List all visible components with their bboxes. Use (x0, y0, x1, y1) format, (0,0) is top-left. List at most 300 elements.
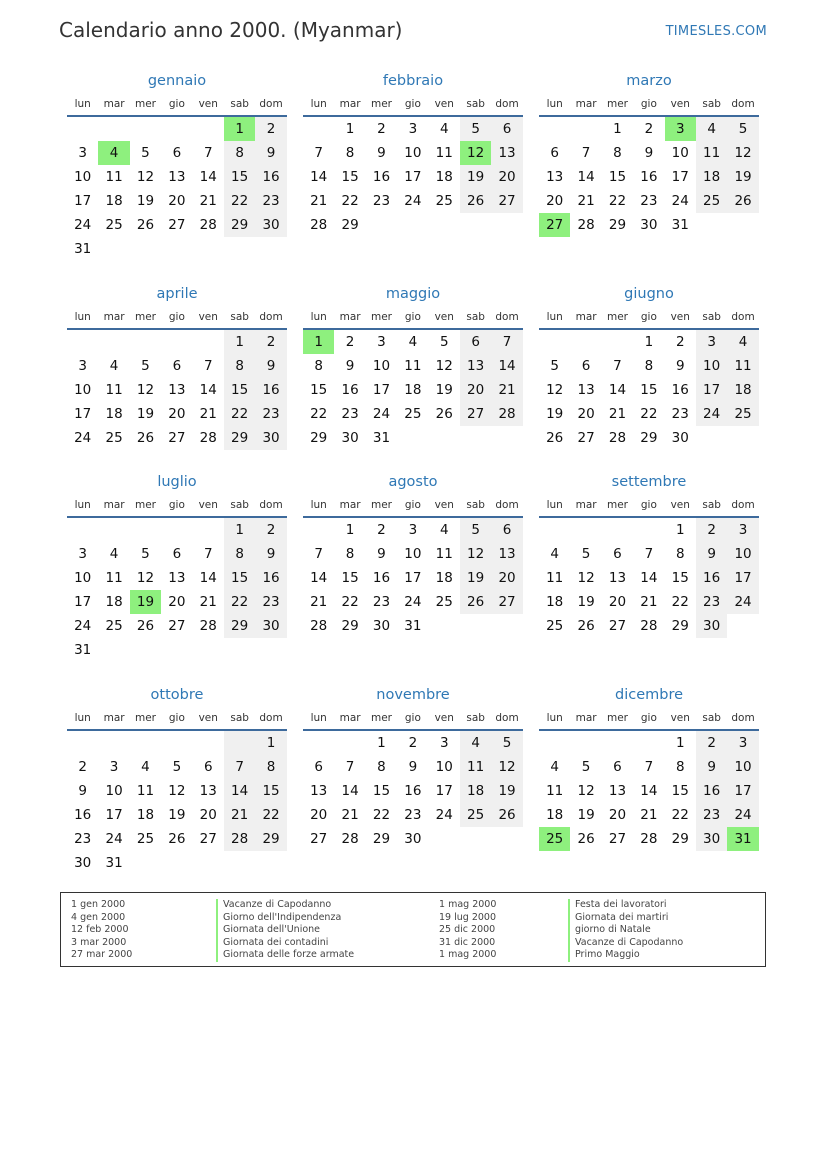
legend-holiday-name: giorno di Natale (568, 924, 683, 937)
day-cell: 13 (608, 570, 627, 586)
day-cell: 25 (727, 402, 758, 426)
weekday-label: lun (310, 712, 327, 724)
day-cell: 17 (404, 570, 422, 586)
day-cell: 29 (341, 217, 359, 233)
weekday-header (67, 495, 287, 518)
day-grid (67, 731, 287, 875)
day-cell: 9 (675, 358, 685, 374)
weekday-label: sab (702, 499, 721, 511)
day-cell: 10 (74, 570, 92, 586)
empty-day-cell (303, 518, 334, 542)
weekday-header (67, 307, 287, 330)
legend-date: 4 gen 2000 (71, 911, 126, 923)
day-cell: 24 (671, 193, 689, 209)
day-cell: 10 (671, 145, 689, 161)
brand-link[interactable]: TIMESLES.COM (665, 24, 767, 39)
day-cell: 29 (608, 217, 627, 233)
day-cell: 11 (546, 570, 564, 586)
legend-names-right (568, 899, 683, 962)
day-cell: 18 (435, 570, 453, 586)
legend-holiday-name: Vacanze di Capodanno (568, 937, 683, 950)
day-cell: 26 (460, 189, 491, 213)
empty-day-cell (224, 731, 255, 755)
weekday-label: dom (495, 712, 519, 724)
empty-day-cell (130, 731, 161, 755)
day-cell: 12 (136, 382, 155, 398)
day-cell: 13 (168, 570, 186, 586)
weekday-label: gio (640, 98, 657, 110)
day-cell: 29 (310, 430, 328, 446)
day-cell: 4 (141, 759, 150, 775)
day-cell: 30 (640, 217, 658, 233)
empty-day-cell (67, 117, 98, 141)
month-name: aprile (156, 286, 198, 302)
day-cell: 12 (136, 570, 155, 586)
day-cell: 13 (608, 783, 627, 799)
weekday-label: mar (575, 98, 597, 110)
day-cell: 20 (491, 566, 522, 590)
day-cell: 6 (314, 759, 323, 775)
day-cell: 28 (199, 618, 217, 634)
day-cell: 17 (727, 779, 758, 803)
day-cell: 22 (671, 594, 689, 610)
day-cell: 28 (199, 430, 217, 446)
weekday-label: gio (404, 311, 421, 323)
day-cell: 15 (255, 779, 286, 803)
day-cell: 16 (671, 382, 689, 398)
day-cell: 11 (105, 382, 123, 398)
day-cell: 21 (608, 406, 627, 422)
day-cell: 31 (74, 642, 92, 658)
weekday-label: sab (230, 98, 249, 110)
legend-date: 19 lug 2000 (439, 911, 496, 923)
day-cell: 8 (224, 542, 255, 566)
day-cell: 5 (141, 546, 150, 562)
empty-day-cell (193, 330, 224, 354)
day-cell: 27 (491, 590, 522, 614)
day-cell: 24 (404, 193, 422, 209)
day-cell: 18 (460, 779, 491, 803)
weekday-label: gio (640, 499, 657, 511)
day-cell: 21 (341, 807, 359, 823)
day-cell: 7 (345, 759, 355, 775)
day-cell: 28 (341, 831, 359, 847)
day-cell: 23 (255, 402, 286, 426)
legend-holiday-name: Giornata dell'Unione (216, 924, 354, 937)
day-cell: 13 (546, 169, 564, 185)
weekday-label: mer (606, 712, 628, 724)
day-cell: 31 (372, 430, 391, 446)
day-cell: 19 (577, 807, 595, 823)
weekday-label: gio (168, 98, 185, 110)
day-cell: 24 (74, 430, 92, 446)
day-cell: 19 (491, 779, 522, 803)
day-cell: 16 (404, 783, 422, 799)
day-cell: 25 (105, 217, 123, 233)
month-name: gennaio (147, 73, 207, 89)
month-name: ottobre (150, 687, 204, 703)
weekday-label: gio (168, 499, 185, 511)
day-cell: 12 (460, 542, 491, 566)
weekday-label: mer (134, 98, 156, 110)
weekday-label: lun (310, 499, 327, 511)
day-grid (539, 330, 759, 450)
day-cell: 30 (255, 426, 286, 450)
day-cell: 30 (404, 831, 422, 847)
day-cell: 17 (74, 406, 92, 422)
day-cell: 12 (577, 570, 595, 586)
day-cell: 10 (727, 542, 758, 566)
day-cell: 11 (460, 755, 491, 779)
day-cell: 21 (310, 193, 328, 209)
legend-date: 25 dic 2000 (439, 924, 496, 935)
day-cell: 24 (435, 807, 453, 823)
day-cell: 22 (224, 590, 255, 614)
weekday-label: mer (370, 499, 392, 511)
day-cell: 3 (696, 330, 727, 354)
weekday-label: dom (495, 98, 519, 110)
day-cell: 21 (640, 807, 658, 823)
day-cell: 20 (199, 807, 217, 823)
day-cell: 4 (696, 117, 727, 141)
month-novembre (303, 684, 523, 851)
empty-day-cell (570, 330, 601, 354)
empty-day-cell (67, 330, 98, 354)
day-cell: 30 (696, 827, 727, 851)
day-cell: 21 (199, 594, 217, 610)
day-cell: 6 (581, 358, 591, 374)
weekday-label: mar (339, 98, 361, 110)
legend-date: 1 gen 2000 (71, 899, 126, 910)
day-cell: 30 (671, 430, 689, 446)
day-cell: 20 (168, 193, 186, 209)
weekday-label: ven (434, 98, 454, 110)
weekday-label: gio (404, 98, 421, 110)
holiday-day-cell: 4 (98, 141, 129, 165)
day-cell: 4 (439, 522, 449, 538)
empty-day-cell (98, 518, 129, 542)
day-cell: 1 (224, 518, 255, 542)
empty-day-cell (539, 731, 570, 755)
weekday-label: ven (670, 499, 690, 511)
day-cell: 11 (696, 141, 727, 165)
day-cell: 28 (640, 618, 658, 634)
day-cell: 2 (696, 731, 727, 755)
day-cell: 19 (435, 382, 453, 398)
day-cell: 23 (372, 193, 391, 209)
day-cell: 31 (404, 618, 422, 634)
day-cell: 24 (696, 402, 727, 426)
day-cell: 28 (608, 430, 627, 446)
weekday-label: mar (103, 712, 125, 724)
empty-day-cell (193, 117, 224, 141)
weekday-label: dom (259, 499, 283, 511)
month-dicembre (539, 684, 759, 851)
day-cell: 23 (640, 193, 658, 209)
day-cell: 9 (696, 542, 727, 566)
day-cell: 3 (439, 735, 449, 751)
day-cell: 24 (372, 406, 391, 422)
legend-holiday-name: Festa dei lavoratori (568, 899, 683, 912)
day-cell: 8 (255, 755, 286, 779)
day-cell: 11 (105, 570, 123, 586)
empty-day-cell (570, 518, 601, 542)
legend-date: 12 feb 2000 (71, 924, 129, 935)
weekday-label: gio (404, 712, 421, 724)
weekday-label: sab (466, 712, 485, 724)
day-cell: 29 (224, 614, 255, 638)
day-cell: 22 (341, 594, 359, 610)
day-cell: 29 (224, 213, 255, 237)
day-cell: 2 (696, 518, 727, 542)
day-cell: 28 (640, 831, 658, 847)
day-cell: 22 (640, 406, 658, 422)
day-cell: 21 (577, 193, 595, 209)
weekday-label: dom (259, 712, 283, 724)
day-cell: 11 (105, 169, 123, 185)
day-cell: 25 (105, 430, 123, 446)
weekday-label: sab (702, 712, 721, 724)
weekday-label: ven (434, 499, 454, 511)
day-cell: 22 (608, 193, 627, 209)
day-cell: 2 (255, 518, 286, 542)
day-cell: 5 (172, 759, 182, 775)
day-cell: 26 (577, 618, 595, 634)
day-cell: 8 (644, 358, 654, 374)
day-cell: 29 (671, 831, 689, 847)
day-cell: 5 (581, 759, 591, 775)
day-cell: 4 (109, 358, 119, 374)
day-cell: 7 (314, 546, 323, 562)
weekday-label: dom (495, 311, 519, 323)
weekday-header (539, 94, 759, 117)
day-cell: 16 (372, 169, 391, 185)
day-cell: 17 (671, 169, 689, 185)
month-gennaio (67, 70, 287, 261)
weekday-label: lun (310, 98, 327, 110)
day-cell: 18 (696, 165, 727, 189)
day-cell: 9 (255, 141, 286, 165)
day-cell: 19 (546, 406, 564, 422)
empty-day-cell (161, 330, 192, 354)
day-cell: 10 (727, 755, 758, 779)
month-name: marzo (626, 73, 672, 89)
empty-day-cell (130, 518, 161, 542)
month-maggio (303, 283, 523, 450)
day-cell: 3 (377, 334, 386, 350)
day-cell: 25 (435, 594, 453, 610)
day-cell: 26 (577, 831, 595, 847)
day-cell: 11 (136, 783, 155, 799)
weekday-label: mar (103, 499, 125, 511)
empty-day-cell (161, 731, 192, 755)
weekday-label: ven (670, 98, 690, 110)
day-cell: 23 (255, 189, 286, 213)
day-grid (303, 731, 523, 851)
day-cell: 19 (460, 566, 491, 590)
empty-day-cell (602, 518, 633, 542)
day-cell: 14 (577, 169, 595, 185)
day-cell: 17 (74, 594, 92, 610)
day-cell: 17 (696, 378, 727, 402)
day-cell: 24 (105, 831, 123, 847)
day-cell: 14 (199, 169, 217, 185)
day-cell: 7 (203, 145, 213, 161)
day-cell: 14 (608, 382, 627, 398)
day-cell: 23 (341, 406, 359, 422)
day-cell: 3 (408, 522, 418, 538)
month-name: giugno (624, 286, 674, 302)
day-cell: 7 (203, 546, 213, 562)
weekday-label: dom (731, 499, 755, 511)
day-cell: 7 (314, 145, 323, 161)
holiday-day-cell: 19 (130, 590, 161, 614)
legend-date: 1 mag 2000 (439, 949, 497, 960)
weekday-label: ven (198, 712, 218, 724)
day-cell: 15 (671, 783, 689, 799)
day-cell: 9 (78, 783, 87, 799)
weekday-label: mer (370, 712, 392, 724)
day-cell: 28 (577, 217, 595, 233)
weekday-label: mer (606, 98, 628, 110)
legend-dates-left (71, 899, 132, 962)
day-cell: 10 (696, 354, 727, 378)
weekday-label: dom (731, 712, 755, 724)
day-cell: 2 (255, 330, 286, 354)
day-cell: 30 (74, 855, 92, 871)
day-cell: 26 (491, 803, 522, 827)
day-cell: 4 (439, 121, 449, 137)
weekday-label: sab (230, 311, 249, 323)
day-cell: 25 (696, 189, 727, 213)
empty-day-cell (539, 518, 570, 542)
day-cell: 12 (727, 141, 758, 165)
legend-holiday-name: Primo Maggio (568, 949, 683, 962)
day-cell: 18 (404, 382, 422, 398)
day-cell: 5 (727, 117, 758, 141)
weekday-label: ven (434, 712, 454, 724)
day-cell: 27 (608, 831, 627, 847)
day-cell: 6 (613, 759, 622, 775)
weekday-label: lun (74, 712, 91, 724)
day-cell: 1 (255, 731, 286, 755)
day-cell: 27 (577, 430, 595, 446)
day-cell: 13 (460, 354, 491, 378)
day-cell: 10 (372, 358, 391, 374)
day-cell: 5 (460, 117, 491, 141)
legend-date: 3 mar 2000 (71, 936, 127, 948)
day-cell: 29 (372, 831, 391, 847)
day-cell: 5 (141, 145, 150, 161)
day-cell: 6 (460, 330, 491, 354)
day-cell: 21 (224, 803, 255, 827)
day-cell: 5 (460, 518, 491, 542)
day-cell: 13 (491, 141, 522, 165)
day-cell: 20 (608, 594, 627, 610)
day-cell: 3 (78, 546, 87, 562)
day-cell: 2 (377, 121, 386, 137)
day-cell: 31 (105, 855, 123, 871)
day-cell: 5 (491, 731, 522, 755)
weekday-label: ven (198, 311, 218, 323)
day-grid (303, 518, 523, 638)
day-cell: 5 (141, 358, 150, 374)
day-cell: 22 (224, 402, 255, 426)
day-cell: 15 (224, 165, 255, 189)
day-cell: 14 (640, 570, 658, 586)
day-cell: 6 (172, 145, 182, 161)
weekday-label: mer (134, 311, 156, 323)
day-cell: 26 (727, 189, 758, 213)
day-cell: 25 (136, 831, 155, 847)
day-cell: 18 (136, 807, 155, 823)
day-cell: 15 (310, 382, 328, 398)
empty-day-cell (98, 731, 129, 755)
day-cell: 2 (675, 334, 685, 350)
day-cell: 19 (136, 193, 155, 209)
day-cell: 17 (727, 566, 758, 590)
day-cell: 13 (199, 783, 217, 799)
day-cell: 13 (168, 169, 186, 185)
day-cell: 17 (74, 193, 92, 209)
empty-day-cell (633, 731, 664, 755)
weekday-header (303, 94, 523, 117)
day-cell: 29 (224, 426, 255, 450)
day-cell: 3 (78, 358, 87, 374)
day-cell: 22 (671, 807, 689, 823)
day-cell: 26 (136, 217, 155, 233)
weekday-label: sab (230, 712, 249, 724)
empty-day-cell (570, 117, 601, 141)
empty-day-cell (130, 117, 161, 141)
day-cell: 16 (372, 570, 391, 586)
legend-names-left (216, 899, 354, 962)
day-cell: 10 (74, 169, 92, 185)
day-cell: 16 (255, 378, 286, 402)
day-cell: 4 (408, 334, 418, 350)
day-grid (303, 330, 523, 450)
month-name: novembre (376, 687, 450, 703)
weekday-label: gio (404, 499, 421, 511)
day-cell: 7 (224, 755, 255, 779)
day-cell: 3 (408, 121, 418, 137)
legend-holiday-name: Giorno dell'Indipendenza (216, 912, 354, 925)
legend-date: 27 mar 2000 (71, 949, 133, 960)
month-febbraio (303, 70, 523, 237)
day-cell: 22 (224, 189, 255, 213)
weekday-label: lun (74, 499, 91, 511)
weekday-label: lun (546, 311, 563, 323)
day-cell: 1 (613, 121, 622, 137)
weekday-label: sab (230, 499, 249, 511)
day-cell: 29 (341, 618, 359, 634)
day-cell: 7 (491, 330, 522, 354)
month-name: settembre (611, 474, 687, 490)
day-cell: 14 (310, 570, 328, 586)
empty-day-cell (303, 731, 334, 755)
day-cell: 29 (640, 430, 658, 446)
weekday-label: mar (575, 499, 597, 511)
empty-day-cell (570, 731, 601, 755)
day-cell: 9 (644, 145, 654, 161)
day-cell: 9 (377, 546, 386, 562)
day-cell: 4 (460, 731, 491, 755)
day-cell: 12 (546, 382, 564, 398)
day-cell: 2 (408, 735, 418, 751)
day-cell: 14 (224, 779, 255, 803)
day-cell: 15 (341, 570, 359, 586)
day-cell: 31 (74, 241, 92, 257)
